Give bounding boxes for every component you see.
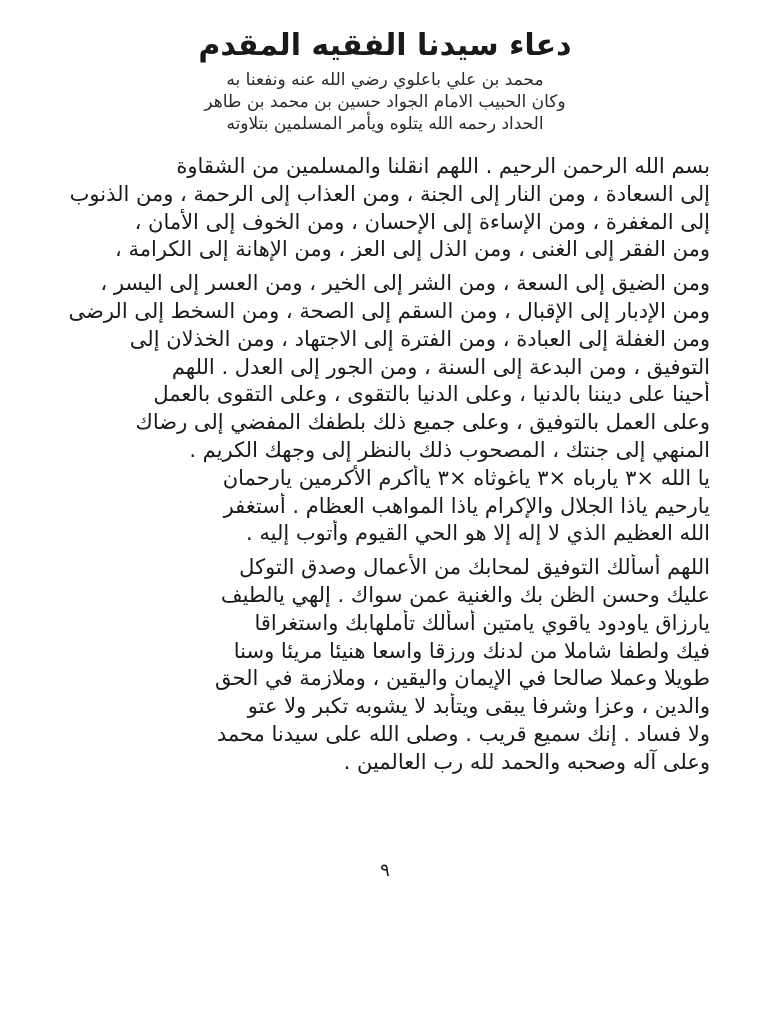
dua-body [60, 153, 710, 777]
text-line: ومن الإدبار إلى الإقبال ، ومن السقم إلى الصحة ، ومن السخط إلى الرضى [68, 298, 710, 323]
text-line: إلى السعادة ، ومن النار إلى الجنة ، ومن العذاب إلى الرحمة ، ومن الذنوب [69, 181, 710, 206]
document-page [60, 28, 710, 888]
text-line: إلى المغفرة ، ومن الإساءة إلى الإحسان ، ومن الخوف إلى الأمان ، [134, 209, 710, 234]
text-line: ولا فساد . إنك سميع قريب . وصلى الله على سيدنا محمد [216, 721, 710, 746]
subtitle-block [60, 69, 710, 135]
subtitle-line: الحداد رحمه الله يتلوه ويأمر المسلمين بتلاوته [226, 114, 544, 134]
text-line: أحينا على ديننا بالدنيا ، وعلى الدنيا بالتقوى ، وعلى التقوى بالعمل [153, 382, 710, 407]
text-line: المنهي إلى جنتك ، المصحوب ذلك بالنظر إلى وجهك الكريم . [189, 437, 710, 462]
text-line: بسم الله الرحمن الرحيم . اللهم انقلنا والمسلمين من الشقاوة [176, 154, 710, 178]
page-number: ٩ [380, 860, 390, 881]
text-line: يارحيم ياذا الجلال والإكرام ياذا المواهب العظام . أستغفر [223, 493, 710, 518]
paragraph-3 [60, 554, 710, 776]
text-line: والدين ، وعزا وشرفا يبقى ويتأبد لا يشوبه تكبر ولا عتو [247, 694, 710, 719]
text-line: يا الله ×٣ يارباه ×٣ ياغوثاه ×٣ ياأكرم الأكرمين يارحمان [222, 465, 710, 490]
paragraph-2 [60, 270, 710, 548]
text-line: عليك وحسن الظن بك والغنية عمن سواك . إلهي يالطيف [220, 582, 710, 607]
text-line: وعلى آله وصحبه والحمد لله رب العالمين . [343, 749, 710, 774]
text-line: فيك ولطفا شاملا من لدنك ورزقا واسعا هنيئا مريئا وسنا [233, 638, 710, 663]
subtitle-line: وكان الحبيب الامام الجواد حسين بن محمد بن طاهر [204, 92, 566, 112]
text-line: الله العظيم الذي لا إله إلا هو الحي القيوم وأتوب إليه . [246, 521, 710, 546]
text-line: طويلا وعملا صالحا في الإيمان واليقين ، وملازمة في الحق [215, 666, 710, 691]
text-line: اللهم أسألك التوفيق لمحابك من الأعمال وصدق التوكل [239, 555, 710, 580]
text-line: ومن الضيق إلى السعة ، ومن الشر إلى الخير ، ومن العسر إلى اليسر ، [100, 271, 710, 296]
paragraph-1 [60, 153, 710, 264]
text-line: التوفيق ، ومن البدعة إلى السنة ، ومن الجور إلى العدل . اللهم [171, 354, 710, 379]
text-line: وعلى العمل بالتوفيق ، وعلى جميع ذلك بلطفك المفضي إلى رضاك [135, 410, 710, 435]
text-line: يارزاق ياودود ياقوي يامتين أسألك تأملهابك واستغراقا [254, 610, 710, 635]
page-title: دعاء سيدنا الفقيه المقدم [198, 28, 572, 63]
text-line: ومن الغفلة إلى العبادة ، ومن الفترة إلى الاجتهاد ، ومن الخذلان إلى [129, 326, 710, 351]
text-line: ومن الفقر إلى الغنى ، ومن الذل إلى العز ، ومن الإهانة إلى الكرامة ، [114, 237, 710, 262]
subtitle-line: محمد بن علي باعلوي رضي الله عنه ونفعنا به [226, 70, 544, 90]
